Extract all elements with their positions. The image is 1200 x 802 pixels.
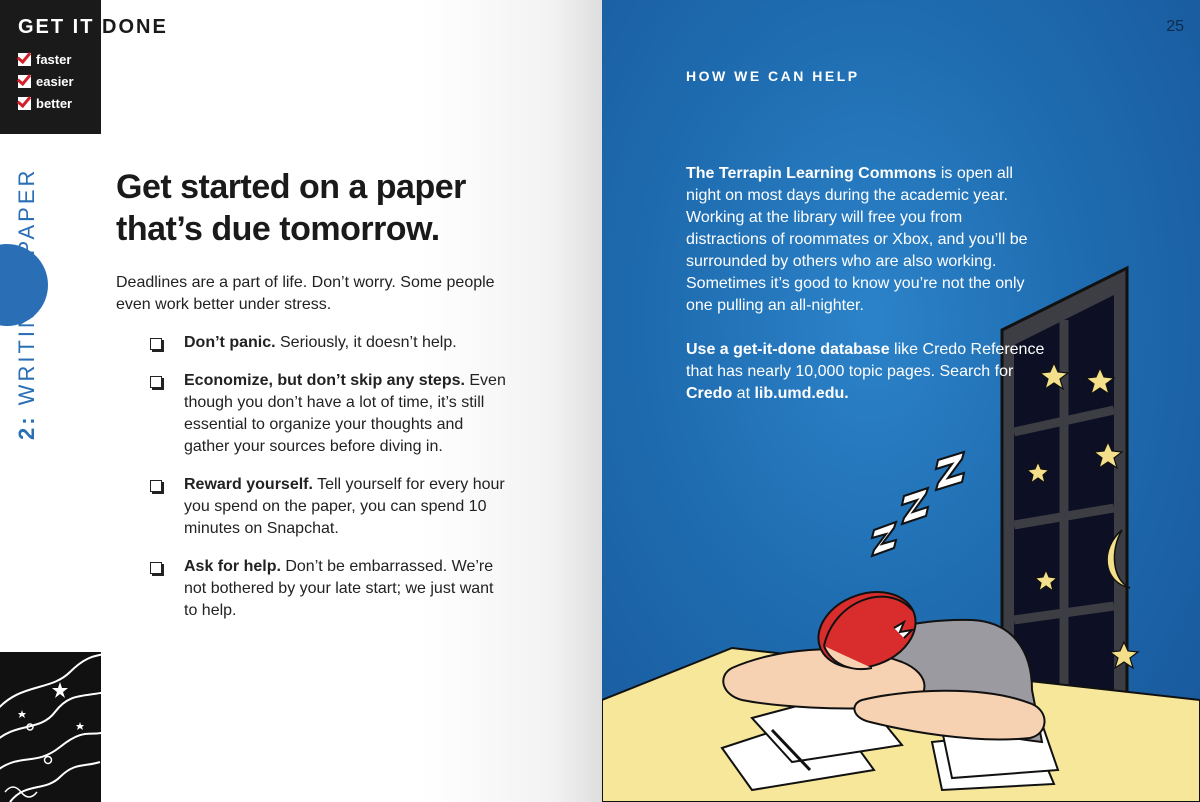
list-item: [150, 474, 510, 540]
library-link[interactable]: lib.umd.edu.: [754, 385, 849, 402]
checkbox-icon: [150, 562, 162, 574]
page-number: 25: [1166, 18, 1184, 35]
tips-list: [150, 332, 510, 638]
right-page: [602, 0, 1200, 802]
credo-name: Credo: [686, 385, 733, 402]
tip-heading: Reward yourself.: [184, 476, 313, 493]
checkmark-icon: [18, 53, 31, 66]
brand-title: [18, 16, 168, 39]
side-tab-label: [14, 168, 40, 440]
tip-heading: Ask for help.: [184, 558, 281, 575]
checkbox-icon: [150, 338, 162, 350]
decorative-swirl-block: [0, 652, 101, 802]
section-heading: HOW WE CAN HELP: [686, 68, 860, 84]
commons-name: The Terrapin Learning Commons: [686, 165, 937, 182]
list-item: [150, 370, 510, 458]
side-tab-title: WRITING A PAPER: [14, 167, 39, 415]
tip-body: Don’t be embarrassed. We’re not bothered by your late start; we just want to help.: [184, 558, 494, 619]
checkbox-icon: [150, 480, 162, 492]
credo-at: at: [732, 385, 755, 402]
checkmark-icon: [18, 75, 31, 88]
checkmark-icon: [18, 97, 31, 110]
list-item: [150, 332, 510, 354]
database-tip: Use a get-it-done database: [686, 341, 890, 358]
check-label: better: [36, 95, 73, 111]
help-paragraph-2: [686, 339, 1046, 405]
tip-body: Even though you don’t have a lot of time, it’s still essential to organize your thoughts and gather your sources before diving in.: [184, 372, 506, 455]
database-description: like Credo Reference that has nearly 10,000 topic pages. Search for: [686, 341, 1045, 380]
brand-title-part1: GET IT: [18, 16, 95, 38]
page-headline: Get started on a paper that’s due tomorrow.: [116, 168, 466, 248]
tip-body: Tell yourself for every hour you spend on the paper, you can spend 10 minutes on Snapchat.: [184, 476, 505, 537]
zzz-icon: [872, 452, 964, 556]
checkbox-icon: [150, 376, 162, 388]
swirl-art-icon: [0, 652, 101, 802]
help-paragraph-1: [686, 163, 1046, 317]
check-item-easier: [18, 70, 74, 92]
commons-description: is open all night on most days during the academic year. Working at the library will free you from distractions of roommates or Xbox, and you’ll be surrounded by others who are also working. Sometimes it’s good to know you’re not the only one pulling an all-nighter.: [686, 165, 1028, 314]
tip-heading: Don’t panic.: [184, 334, 276, 351]
check-item-better: [18, 92, 74, 114]
brand-title-part2: DONE: [94, 16, 168, 38]
intro-paragraph: Deadlines are a part of life. Don’t worry. Some people even work better under stress.: [116, 274, 495, 313]
check-item-faster: [18, 48, 74, 70]
tip-heading: Economize, but don’t skip any steps.: [184, 372, 465, 389]
tip-body: Seriously, it doesn’t help.: [275, 334, 457, 351]
list-item: [150, 556, 510, 622]
check-label: faster: [36, 51, 72, 67]
help-text: [686, 163, 1046, 427]
check-list: [18, 48, 74, 114]
side-tab-number: 2:: [14, 414, 39, 440]
check-label: easier: [36, 73, 74, 89]
